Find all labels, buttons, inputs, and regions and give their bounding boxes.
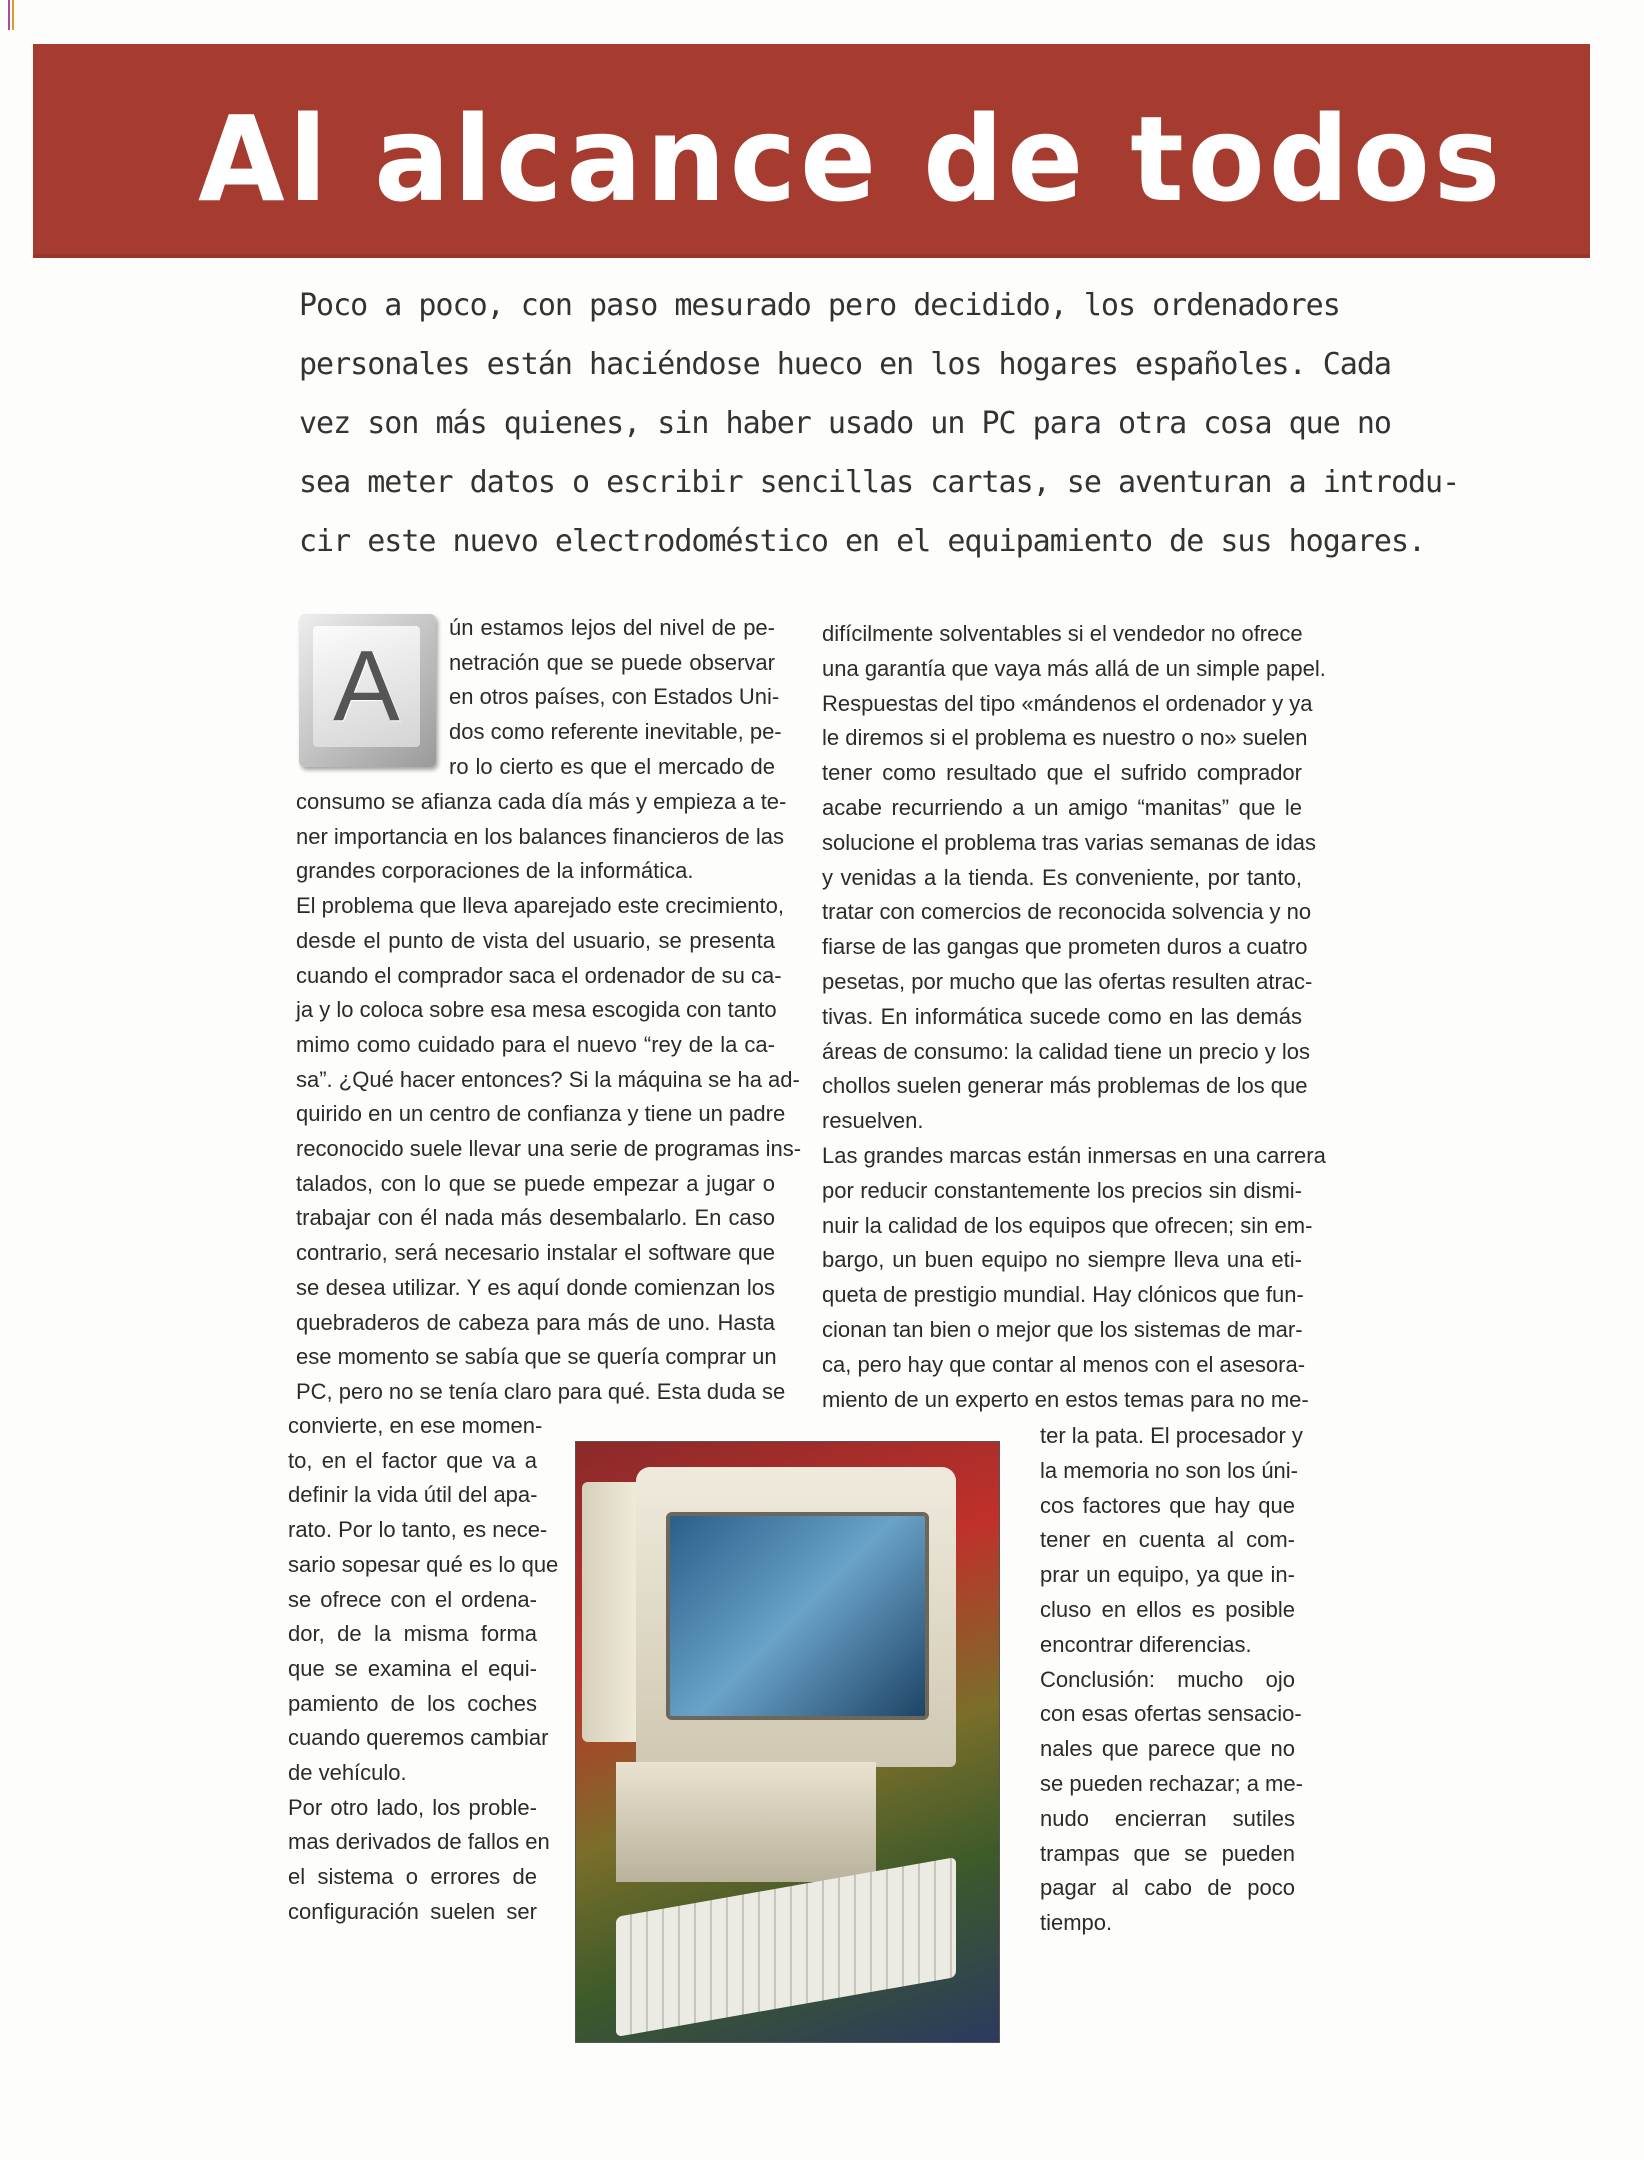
- text-line: resuelven.: [822, 1108, 924, 1134]
- text-line: difícilmente solventables si el vendedor no ofrece: [822, 621, 1303, 646]
- text-line: configuración suelen ser: [288, 1898, 537, 1924]
- text-line: quebraderos de cabeza para más de uno. Hasta: [296, 1309, 775, 1335]
- crt-monitor: [636, 1467, 956, 1767]
- text-line: pagar al cabo de poco: [1040, 1875, 1295, 1901]
- text-line: nudo encierran sutiles: [1040, 1805, 1295, 1831]
- text-line: el sistema o errores de: [288, 1864, 537, 1890]
- text-line: talados, con lo que se puede empezar a jugar o: [296, 1170, 775, 1196]
- text-line: ro lo cierto es que el mercado de: [449, 753, 775, 779]
- text-line: consumo se afianza cada día más y empieza a te-: [296, 789, 787, 814]
- text-line: netración que se puede observar: [449, 649, 775, 675]
- text-line: fiarse de las gangas que prometen duros a cuatro: [822, 934, 1308, 960]
- keycap-face: [313, 626, 420, 747]
- text-line: Las grandes marcas están inmersas en una carrera: [822, 1143, 1326, 1168]
- text-line: trabajar con él nada más desembalarlo. En caso: [296, 1205, 775, 1231]
- text-line: Por otro lado, los proble-: [288, 1794, 537, 1820]
- drop-cap-letter: A: [333, 630, 400, 742]
- text-line: trampas que se pueden: [1040, 1840, 1295, 1866]
- text-line: ún estamos lejos del nivel de pe-: [449, 615, 775, 640]
- text-line: dos como referente inevitable, pe-: [449, 719, 782, 745]
- text-line: se ofrece con el ordena-: [288, 1586, 537, 1612]
- text-line: tratar con comercios de reconocida solvencia y no: [822, 899, 1312, 925]
- lead-line: vez son más quienes, sin haber usado un PC para otra cosa que no: [299, 406, 1391, 441]
- text-line: con esas ofertas sensacio-: [1040, 1701, 1302, 1727]
- text-line: tener en cuenta al com-: [1040, 1527, 1295, 1553]
- text-line: ner importancia en los balances financieros de las: [296, 823, 784, 849]
- text-line: ca, pero hay que contar al menos con el asesora-: [822, 1351, 1306, 1377]
- text-line: Respuestas del tipo «mándenos el ordenador y ya: [822, 690, 1313, 716]
- monitor-screen: [666, 1512, 929, 1720]
- text-line: ese momento se sabía que se quería comprar un: [296, 1344, 777, 1370]
- text-line: acabe recurriendo a un amigo “manitas” que le: [822, 795, 1302, 820]
- text-line: to, en el factor que va a: [288, 1447, 537, 1473]
- drop-cap-keycap: [299, 614, 436, 767]
- text-line: le diremos si el problema es nuestro o no» suelen: [822, 725, 1308, 751]
- text-line: sario sopesar qué es lo que: [288, 1551, 559, 1577]
- text-line: El problema que lleva aparejado este crecimiento,: [296, 893, 784, 919]
- text-line: que se examina el equi-: [288, 1655, 537, 1681]
- text-line: definir la vida útil del apa-: [288, 1482, 538, 1508]
- text-line: de vehículo.: [288, 1760, 407, 1785]
- text-line: dor, de la misma forma: [288, 1621, 537, 1647]
- print-registration-marks: [8, 0, 14, 30]
- text-line: y venidas a la tienda. Es conveniente, por tanto,: [822, 864, 1302, 890]
- text-line: la memoria no son los úni-: [1040, 1457, 1299, 1483]
- text-line: prar un equipo, ya que in-: [1040, 1562, 1295, 1588]
- text-line: cluso en ellos es posible: [1040, 1597, 1295, 1622]
- text-line: desde el punto de vista del usuario, se presenta: [296, 927, 775, 953]
- text-line: pamiento de los coches: [288, 1690, 537, 1716]
- computer-photo: [575, 1441, 1000, 2043]
- text-line: se pueden rechazar; a me-: [1040, 1771, 1303, 1796]
- lead-line: Poco a poco, con paso mesurado pero decidido, los ordenadores: [299, 288, 1340, 323]
- text-line: rato. Por lo tanto, es nece-: [288, 1517, 548, 1543]
- lead-line: cir este nuevo electrodoméstico en el equipamiento de sus hogares.: [299, 524, 1426, 559]
- text-line: tener como resultado que el sufrido comprador: [822, 760, 1302, 786]
- text-line: mas derivados de fallos en: [288, 1829, 550, 1855]
- text-line: cos factores que hay que: [1040, 1492, 1295, 1518]
- keyboard: [616, 1857, 956, 2037]
- text-line: cuando el comprador saca el ordenador de su ca-: [296, 962, 782, 988]
- text-line: PC, pero no se tenía claro para qué. Esta duda se: [296, 1378, 786, 1404]
- text-line: por reducir constantemente los precios sin dismi-: [822, 1177, 1302, 1203]
- text-line: reconocido suele llevar una serie de programas ins-: [296, 1136, 802, 1161]
- text-line: en otros países, con Estados Uni-: [449, 684, 780, 710]
- text-line: quirido en un centro de confianza y tiene un padre: [296, 1101, 786, 1127]
- article-title: Al alcance de todos: [198, 92, 1505, 229]
- text-line: ter la pata. El procesador y: [1040, 1423, 1303, 1448]
- text-line: chollos suelen generar más problemas de los que: [822, 1073, 1308, 1099]
- text-line: tiempo.: [1040, 1910, 1113, 1936]
- text-line: miento de un experto en estos temas para no me-: [822, 1386, 1309, 1412]
- text-line: convierte, en ese momen-: [288, 1413, 543, 1438]
- text-line: nuir la calidad de los equipos que ofrecen; sin em-: [822, 1212, 1313, 1238]
- text-line: contrario, será necesario instalar el software que: [296, 1240, 775, 1266]
- text-line: cuando queremos cambiar: [288, 1725, 549, 1751]
- lead-line: sea meter datos o escribir sencillas cartas, se aventuran a introdu-: [299, 465, 1460, 500]
- text-line: Conclusión: mucho ojo: [1040, 1666, 1295, 1692]
- text-line: áreas de consumo: la calidad tiene un precio y los: [822, 1038, 1310, 1064]
- text-line: solucione el problema tras varias semanas de idas: [822, 829, 1317, 855]
- text-line: pesetas, por mucho que las ofertas resulten atrac-: [822, 969, 1313, 994]
- speaker: [582, 1482, 642, 1742]
- text-line: se desea utilizar. Y es aquí donde comienzan los: [296, 1274, 775, 1300]
- lead-line: personales están haciéndose hueco en los hogares españoles. Cada: [299, 347, 1391, 382]
- text-line: sa”. ¿Qué hacer entonces? Si la máquina se ha ad-: [296, 1066, 800, 1092]
- text-line: una garantía que vaya más allá de un simple papel.: [822, 655, 1326, 681]
- text-line: queta de prestigio mundial. Hay clónicos que fun-: [822, 1282, 1304, 1308]
- text-line: grandes corporaciones de la informática.: [296, 858, 694, 884]
- text-line: bargo, un buen equipo no siempre lleva una eti-: [822, 1247, 1302, 1273]
- text-line: tivas. En informática sucede como en las demás: [822, 1003, 1302, 1029]
- text-line: ja y lo coloca sobre esa mesa escogida con tanto: [296, 997, 777, 1023]
- text-line: cionan tan bien o mejor que los sistemas de mar-: [822, 1317, 1303, 1342]
- text-line: mimo como cuidado para el nuevo “rey de la ca-: [296, 1031, 775, 1057]
- text-line: encontrar diferencias.: [1040, 1631, 1252, 1657]
- text-line: nales que parece que no: [1040, 1736, 1295, 1762]
- desktop-case: [616, 1762, 876, 1882]
